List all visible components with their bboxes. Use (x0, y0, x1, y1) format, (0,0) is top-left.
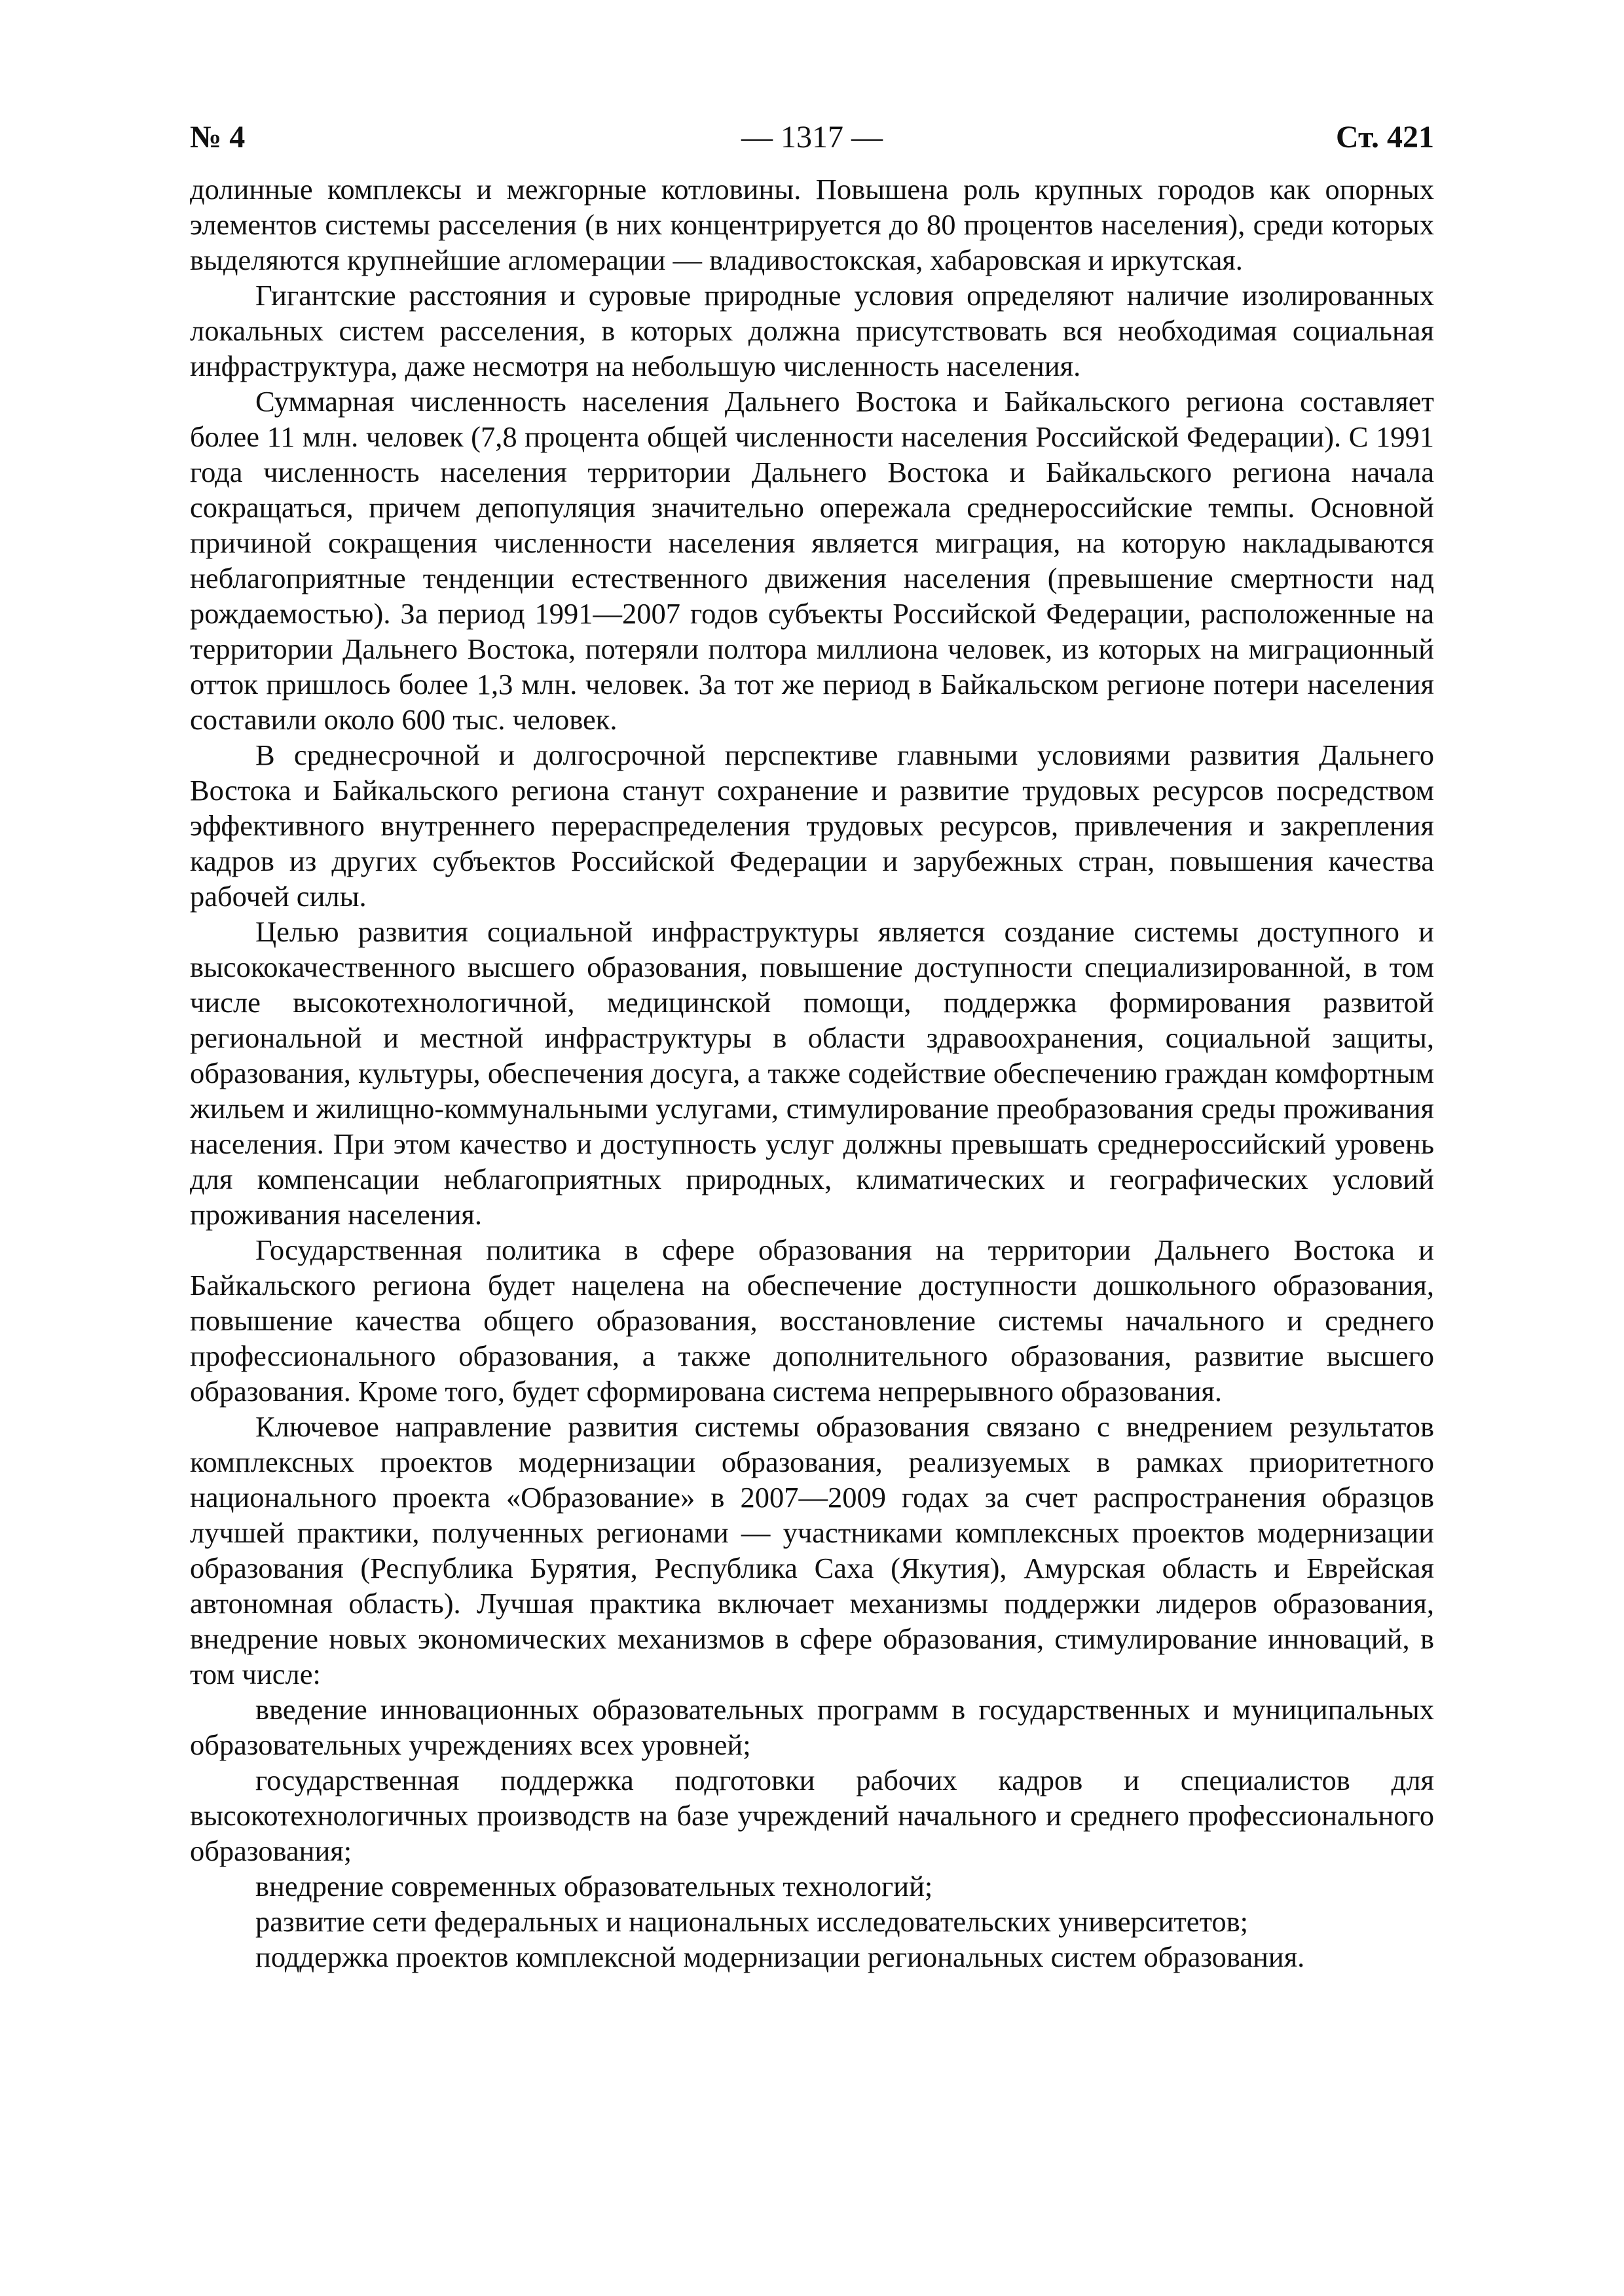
list-item: государственная поддержка подготовки рабочих кадров и специалистов для высокотехнологичных производств на базе учреждений начального и среднего профессионального образования; (190, 1764, 1434, 1867)
paragraph: Ключевое направление развития системы образования связано с внедрением результатов комплексных проектов модернизации образования, реализуемых в рамках приоритетного национального проекта «Образование» в 2007—2009 годах за счет распространения образцов лучшей практики, полученных регионами — участниками комплексных проектов модернизации образования (Республика Бурятия, Республика Саха (Якутия), Амурская область и Еврейская автономная область). Лучшая практика включает механизмы поддержки лидеров образования, внедрение новых экономических механизмов в сфере образования, стимулирование инноваций, в том числе: (190, 1410, 1434, 1690)
page-header (190, 111, 1434, 172)
document-page (190, 111, 1434, 2246)
document-body (190, 172, 1434, 1975)
paragraph: Целью развития социальной инфраструктуры является создание системы доступного и высококачественного высшего образования, повышение доступности специализированной, в том числе высокотехнологичной, медицинской помощи, поддержка формирования развитой региональной и местной инфраструктуры в области здравоохранения, социальной защиты, образования, культуры, обеспечения досуга, а также содействие обеспечению граждан комфортным жильем и жилищно-коммунальными услугами, стимулирование преобразования среды проживания населения. При этом качество и доступность услуг должны превышать среднероссийский уровень для компенсации неблагоприятных природных, климатических и географических условий проживания населения. (190, 915, 1434, 1231)
list-item: введение инновационных образовательных программ в государственных и муниципальных образовательных учреждениях всех уровней; (190, 1693, 1434, 1761)
issue-number: № 4 (190, 120, 246, 155)
paragraph: Государственная политика в сфере образования на территории Дальнего Востока и Байкальского региона будет нацелена на обеспечение доступности дошкольного образования, повышение качества общего образования, восстановление системы начального и среднего профессионального образования, а также дополнительного образования, развитие высшего образования. Кроме того, будет сформирована система непрерывного образования. (190, 1233, 1434, 1408)
page-number: — 1317 — (741, 120, 883, 155)
list-item: развитие сети федеральных и национальных исследовательских университетов; (255, 1905, 1249, 1938)
paragraph: Гигантские расстояния и суровые природные условия определяют наличие изолированных локальных систем расселения, в которых должна присутствовать вся необходимая социальная инфраструктура, даже несмотря на небольшую численность населения. (190, 279, 1434, 382)
list-item: внедрение современных образовательных технологий; (255, 1870, 933, 1903)
article-number: Ст. 421 (1336, 120, 1434, 155)
paragraph: долинные комплексы и межгорные котловины. Повышена роль крупных городов как опорных элементов системы расселения (в них концентрируется до 80 процентов населения), среди которых выделяются крупнейшие агломерации — владивостокская, хабаровская и иркутская. (190, 173, 1434, 276)
paragraph: Суммарная численность населения Дальнего Востока и Байкальского региона составляет более 11 млн. человек (7,8 процента общей численности населения Российской Федерации). С 1991 года численность населения территории Дальнего Востока и Байкальского региона начала сокращаться, причем депопуляция значительно опережала среднероссийские темпы. Основной причиной сокращения численности населения является миграция, на которую накладываются неблагоприятные тенденции естественного движения населения (превышение смертности над рождаемостью). За период 1991—2007 годов субъекты Российской Федерации, расположенные на территории Дальнего Востока, потеряли полтора миллиона человек, из которых на миграционный отток пришлось более 1,3 млн. человек. За тот же период в Байкальском регионе потери населения составили около 600 тыс. человек. (190, 385, 1434, 736)
paragraph: В среднесрочной и долгосрочной перспективе главными условиями развития Дальнего Востока и Байкальского региона станут сохранение и развитие трудовых ресурсов посредством эффективного внутреннего перераспределения трудовых ресурсов, привлечения и закрепления кадров из других субъектов Российской Федерации и зарубежных стран, повышения качества рабочей силы. (190, 738, 1434, 913)
list-item: поддержка проектов комплексной модернизации региональных систем образования. (255, 1941, 1305, 1973)
